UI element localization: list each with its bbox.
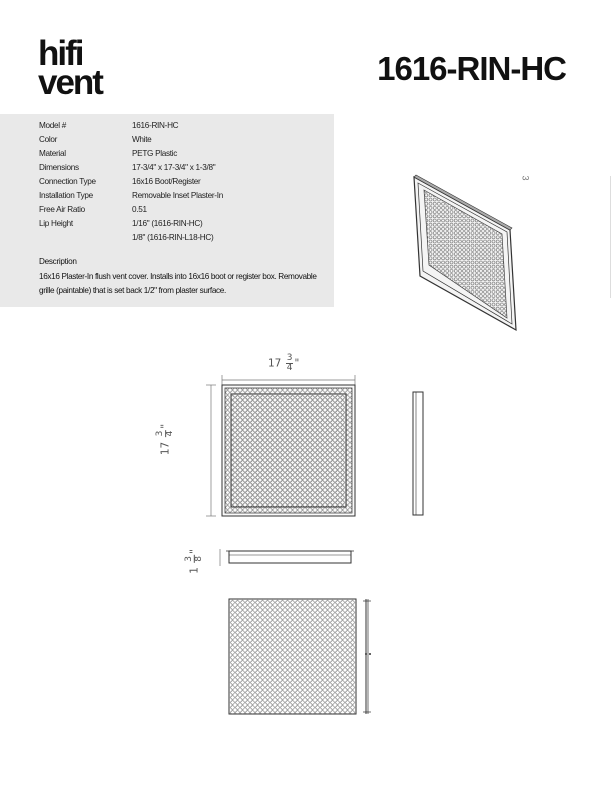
depth-unit: " (188, 549, 201, 555)
spec-label: Connection Type (39, 177, 96, 186)
depth-whole: 1 (188, 567, 201, 574)
height-denominator: 4 (165, 430, 176, 437)
depth-dimension-label (185, 549, 204, 574)
spec-value: 1/16" (1616-RIN-HC) (132, 219, 203, 228)
height-numerator: 3 (155, 430, 166, 437)
brand-logo-line2: vent (38, 63, 102, 102)
depth-denominator: 8 (193, 556, 204, 562)
height-unit: " (159, 423, 172, 429)
width-dimension-label (268, 354, 299, 373)
description-heading: Description (39, 257, 77, 266)
spec-label: Color (39, 135, 58, 144)
spec-value: PETG Plastic (132, 149, 178, 158)
spec-value: 1616-RIN-HC (132, 121, 179, 130)
spec-label: Installation Type (39, 191, 93, 200)
depth-numerator: 3 (183, 556, 194, 562)
page-title: 1616-RIN-HC (377, 50, 566, 87)
spec-value: 17-3/4" x 17-3/4" x 1-3/8" (132, 163, 216, 172)
page-number: 3 (520, 175, 531, 181)
width-whole: 17 (268, 357, 282, 370)
spec-value: Removable Inset Plaster-In (132, 191, 223, 200)
depth-fraction (185, 555, 204, 563)
brand-logo-line1: hifi (38, 34, 83, 73)
spec-label: Lip Height (39, 219, 73, 228)
spec-label: Model # (39, 121, 67, 130)
height-fraction (156, 430, 175, 438)
width-denominator: 4 (286, 363, 293, 373)
height-whole: 17 (159, 441, 172, 456)
description-text: 16x16 Plaster-In flush vent cover. Installs into 16x16 boot or register box. Removable grille (paintable) that is set back 1/2" from plaster surface. (39, 272, 317, 295)
spec-label: Free Air Ratio (39, 205, 85, 214)
width-unit: " (294, 357, 300, 370)
spec-label: Dimensions (39, 163, 79, 172)
spec-value: 16x16 Boot/Register (132, 177, 201, 186)
height-dimension-label (156, 424, 175, 455)
width-numerator: 3 (286, 353, 293, 363)
spec-value: 0.51 (132, 205, 147, 214)
spec-value: 1/8" (1616-RIN-L18-HC) (132, 233, 214, 242)
spec-label: Material (39, 149, 66, 158)
spec-value: White (132, 135, 152, 144)
width-fraction (286, 354, 294, 373)
